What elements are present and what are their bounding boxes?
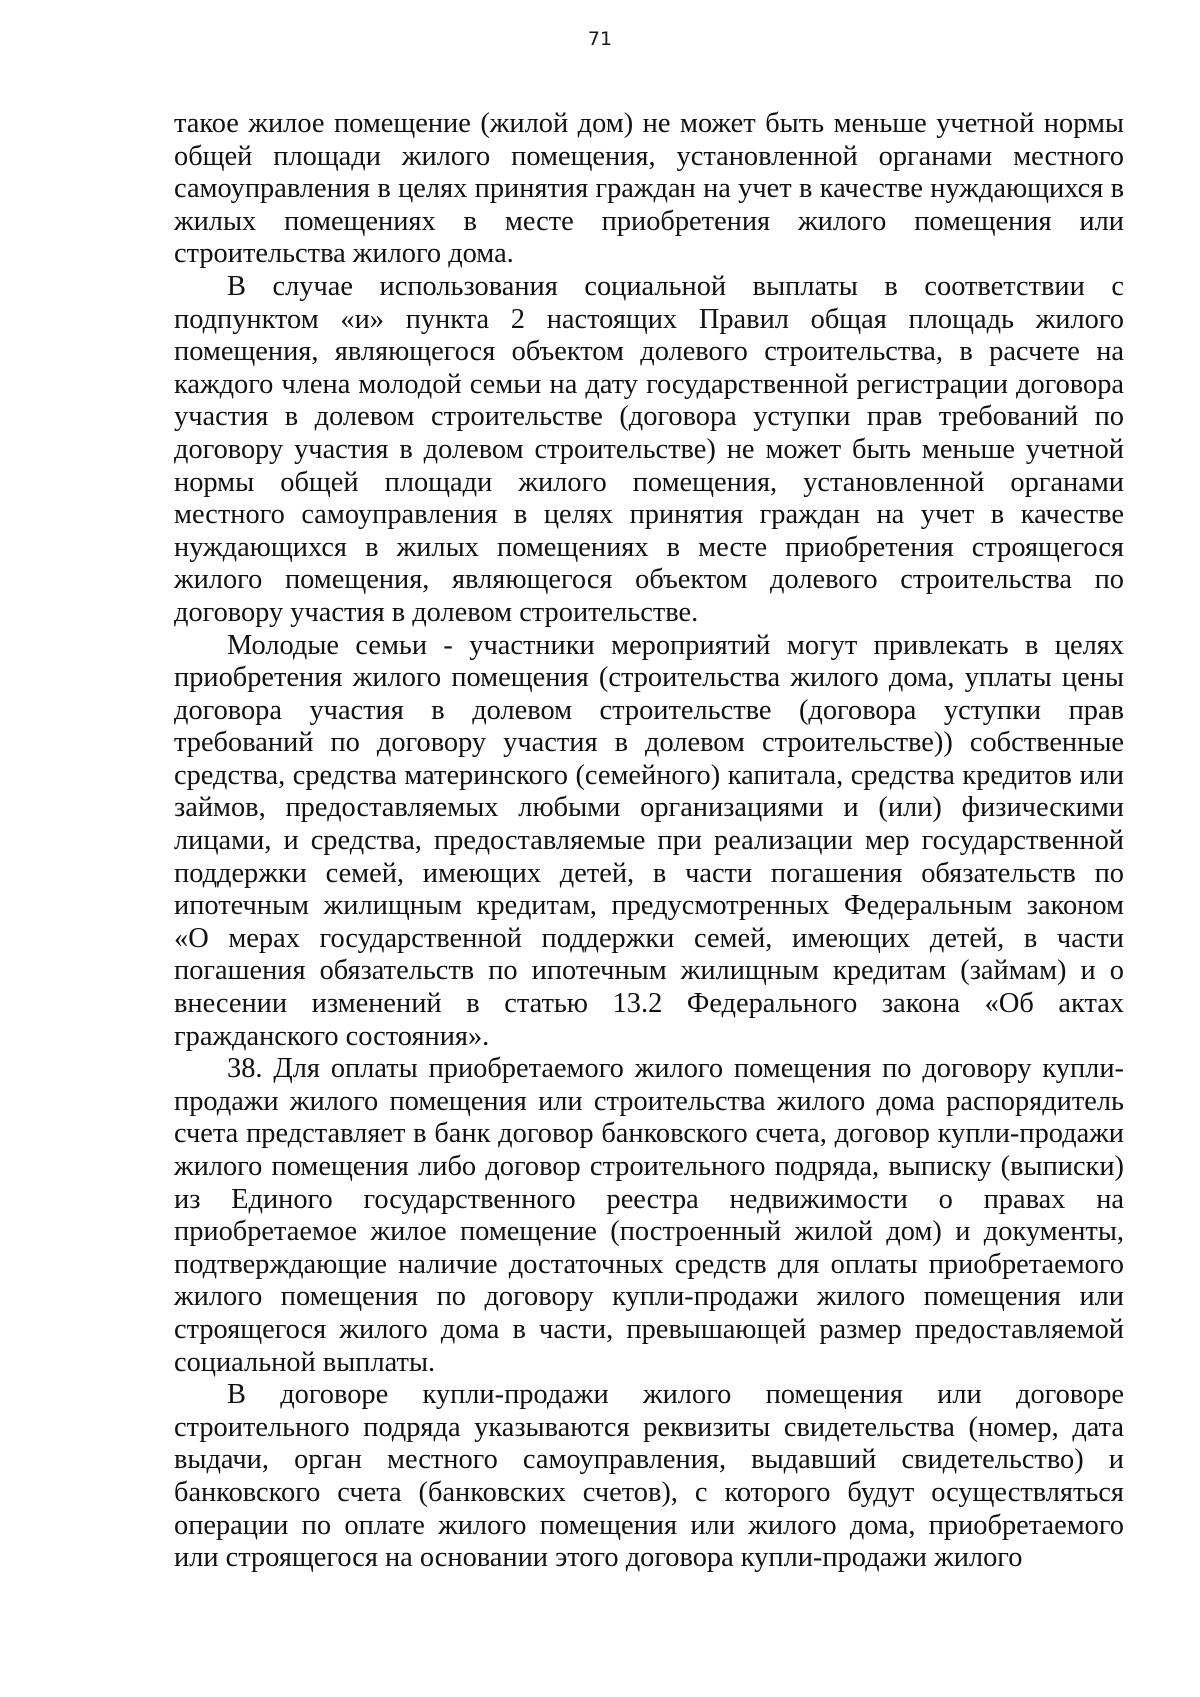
paragraph-continuation: такое жилое помещение (жилой дом) не может быть меньше учетной нормы общей площади жилого помещения, установленной органами местного самоуправления в целях принятия граждан на учет в качестве нуждающихся в жилых помещениях в месте приобретения жилого помещения или строительства жилого дома. bbox=[174, 108, 1124, 270]
paragraph-item-38: 38. Для оплаты приобретаемого жилого помещения по договору купли-продажи жилого помещения или строительства жилого дома распорядитель счета представляет в банк договор банковского счета, договор купли-продажи жилого помещения либо договор строительного подряда, выписку (выписки) из Единого государственного реестра недвижимости о правах на приобретаемое жилое помещение (построенный жилой дом) и документы, подтверждающие наличие достаточных средств для оплаты приобретаемого жилого помещения по договору купли-продажи жилого помещения или строящегося жилого дома в части, превышающей размер предоставляемой социальной выплаты. bbox=[174, 1053, 1124, 1378]
paragraph-contract-details: В договоре купли-продажи жилого помещения или договоре строительного подряда указываются реквизиты свидетельства (номер, дата выдачи, орган местного самоуправления, выдавший свидетельство) и банковского счета (банковских счетов), с которого будут осуществляться операции по оплате жилого помещения или жилого дома, приобретаемого или строящегося на основании этого договора купли-продажи жилого bbox=[174, 1379, 1124, 1574]
page-number: 71 bbox=[587, 28, 613, 50]
paragraph-funding-sources: Молодые семьи - участники мероприятий могут привлекать в целях приобретения жилого помещения (строительства жилого дома, уплаты цены договора участия в долевом строительстве (договора уступки прав требований по договору участия в долевом строительстве)) собственные средства, средства материнского (семейного) капитала, средства кредитов или займов, предоставляемых любыми организациями и (или) физическими лицами, и средства, предоставляемые при реализации мер государственной поддержки семей, имеющих детей, в части погашения обязательств по ипотечным жилищным кредитам, предусмотренных Федеральным законом «О мерах государственной поддержки семей, имеющих детей, в части погашения обязательств по ипотечным жилищным кредитам (займам) и о внесении изменений в статью 13.2 Федерального закона «Об актах гражданского состояния». bbox=[174, 629, 1124, 1052]
document-body bbox=[174, 108, 1124, 1575]
paragraph-shared-construction: В случае использования социальной выплаты в соответствии с подпунктом «и» пункта 2 настоящих Правил общая площадь жилого помещения, являющегося объектом долевого строительства, в расчете на каждого члена молодой семьи на дату государственной регистрации договора участия в долевом строительстве (договора уступки прав требований по договору участия в долевом строительстве) не может быть меньше учетной нормы общей площади жилого помещения, установленной органами местного самоуправления в целях принятия граждан на учет в качестве нуждающихся в жилых помещениях в месте приобретения строящегося жилого помещения, являющегося объектом долевого строительства по договору участия в долевом строительстве. bbox=[174, 270, 1124, 628]
